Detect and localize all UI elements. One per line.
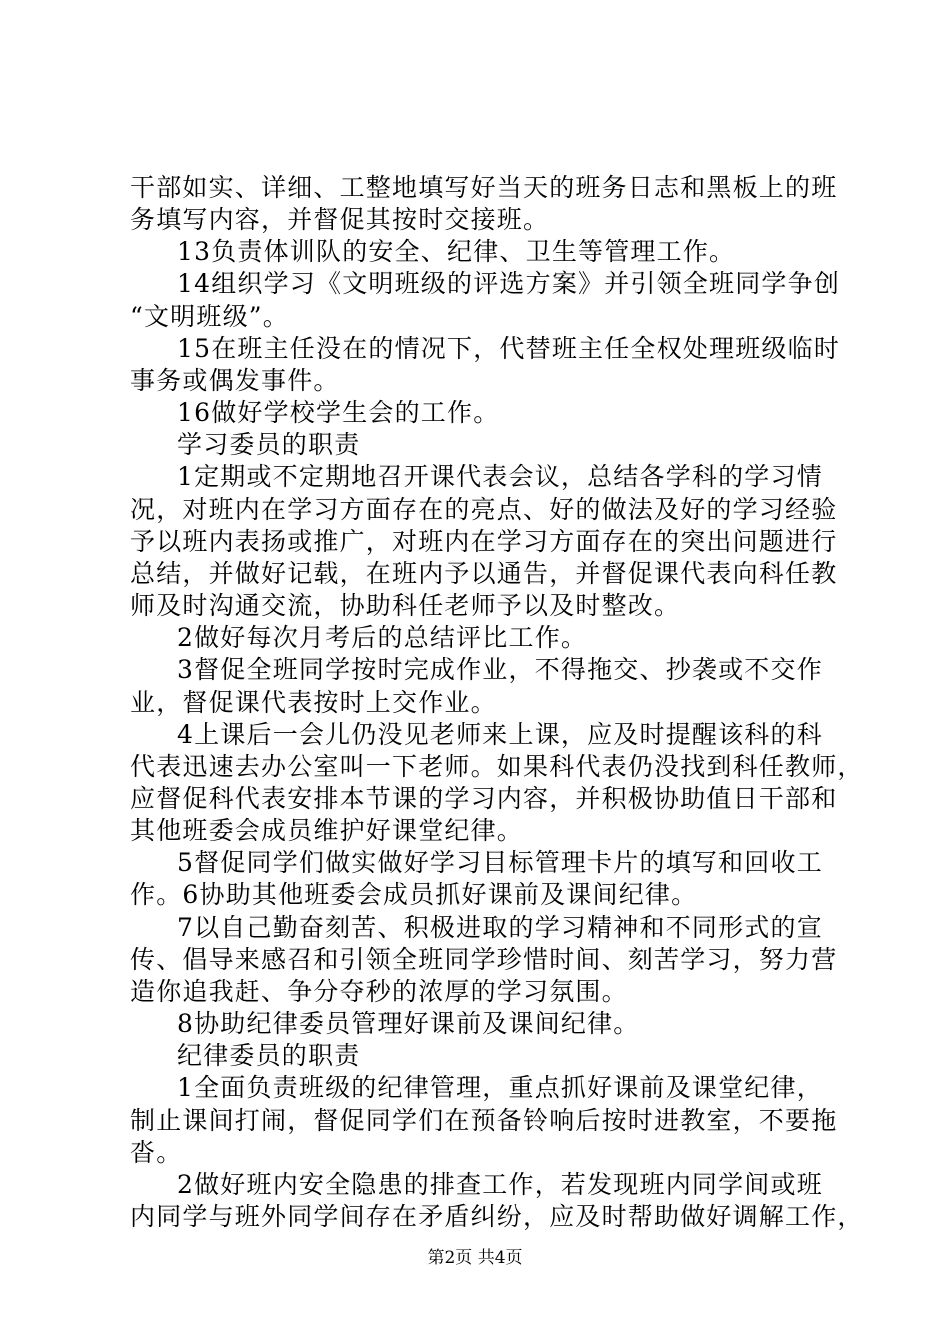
text-line: 8协助纪律委员管理好课前及课间纪律。 — [177, 1009, 640, 1038]
text-line: 16做好学校学生会的工作。 — [177, 398, 500, 427]
text-line: 4上课后一会儿仍没见老师来上课，应及时提醒该科的科 — [177, 720, 823, 749]
text-line: 3督促全班同学按时完成作业，不得拖交、抄袭或不交作 — [177, 655, 823, 684]
section-heading: 纪律委员的职责 — [177, 1041, 361, 1070]
text-line: 1定期或不定期地召开课代表会议，总结各学科的学习情 — [177, 462, 823, 491]
text-line: 15在班主任没在的情况下，代替班主任全权处理班级临时 — [177, 334, 841, 363]
text-line: 7以自己勤奋刻苦、积极进取的学习精神和不同形式的宣 — [177, 913, 823, 942]
text-line: 师及时沟通交流，协助科任老师予以及时整改。 — [130, 591, 681, 620]
text-line: 14组织学习《文明班级的评选方案》并引领全班同学争创 — [177, 269, 841, 298]
text-line: “文明班级”。 — [130, 302, 289, 331]
text-line: 内同学与班外同学间存在矛盾纠纷，应及时帮助做好调解工作， — [130, 1202, 864, 1231]
text-line: 事务或偶发事件。 — [130, 366, 340, 395]
text-line: 2做好班内安全隐患的排查工作，若发现班内同学间或班 — [177, 1170, 823, 1199]
text-line: 予以班内表扬或推广，对班内在学习方面存在的突出问题进行 — [130, 527, 838, 556]
text-line: 总结，并做好记载，在班内予以通告，并督促课代表向科任教 — [130, 559, 838, 588]
text-line: 干部如实、详细、工整地填写好当天的班务日志和黑板上的班 — [130, 173, 838, 202]
text-line: 5督促同学们做实做好学习目标管理卡片的填写和回收工 — [177, 848, 823, 877]
text-line: 应督促科代表安排本节课的学习内容，并积极协助值日干部和 — [130, 784, 838, 813]
text-line: 其他班委会成员维护好课堂纪律。 — [130, 816, 524, 845]
text-line: 作。6协助其他班委会成员抓好课前及课间纪律。 — [130, 880, 698, 909]
section-heading: 学习委员的职责 — [177, 430, 361, 459]
text-line: 1全面负责班级的纪律管理，重点抓好课前及课堂纪律， — [177, 1073, 823, 1102]
text-line: 况，对班内在学习方面存在的亮点、好的做法及好的学习经验 — [130, 495, 838, 524]
text-line: 2做好每次月考后的总结评比工作。 — [177, 623, 588, 652]
text-line: 传、倡导来感召和引领全班同学珍惜时间、刻苦学习，努力营 — [130, 945, 838, 974]
text-line: 代表迅速去办公室叫一下老师。如果科代表仍没找到科任教师， — [130, 752, 864, 781]
text-line: 务填写内容，并督促其按时交接班。 — [130, 205, 550, 234]
text-line: 制止课间打闹，督促同学们在预备铃响后按时进教室，不要拖 — [130, 1106, 838, 1135]
text-line: 业，督促课代表按时上交作业。 — [130, 688, 497, 717]
page-number-footer: 第2页 共4页 — [427, 1248, 523, 1268]
text-line: 13负责体训队的安全、纪律、卫生等管理工作。 — [177, 237, 736, 266]
text-line: 造你追我赶、争分夺秒的浓厚的学习氛围。 — [130, 977, 628, 1006]
text-line: 沓。 — [130, 1138, 183, 1167]
